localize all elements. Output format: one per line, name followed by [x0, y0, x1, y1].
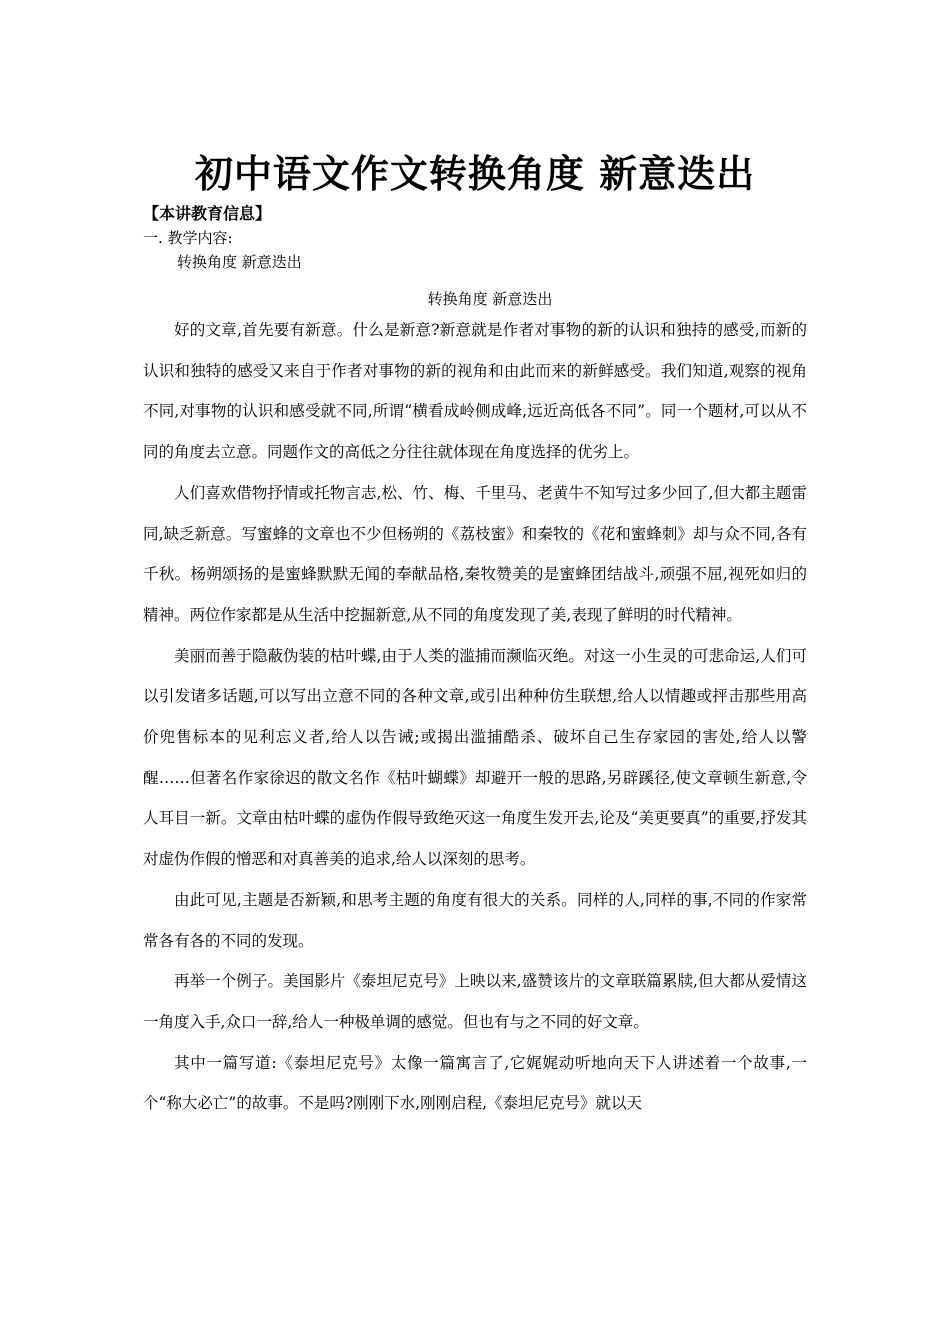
paragraph: 好的文章,首先要有新意。什么是新意?新意就是作者对事物的新的认识和独持的感受,而新的认识和独特的感受又来自于作者对事物的新的视角和由此而来的新鲜感受。我们知道,观察的视角不同,对事物的认识和感受就不同,所谓“横看成岭侧成峰,远近高低各不同”。同一个题材,可以从不同的角度去立意。同题作文的高低之分往往就体现在角度选择的优劣上。 — [143, 321, 807, 462]
paragraph: 再举一个例子。美国影片《泰坦尼克号》上映以来,盛赞该片的文章联篇累牍,但大都从爱情这一角度入手,众口一辞,给人一种极单调的感觉。但也有与之不同的好文章。 — [143, 972, 807, 1031]
paragraph: 其中一篇写道:《泰坦尼克号》太像一篇寓言了,它娓娓动听地向天下人讲述着一个故事,一个“称大必亡”的故事。不是吗?刚刚下水,刚刚启程,《泰坦尼克号》就以天 — [143, 1053, 807, 1113]
article-body — [143, 310, 807, 1124]
paragraph: 美丽而善于隐蔽伪装的枯叶蝶,由于人类的滥捕而濒临灭绝。对这一小生灵的可悲命运,人们可以引发诸多话题,可以写出立意不同的各种文章,或引出种种仿生联想,给人以情趣或抨击那些用高价兜售标本的见利忘义者,给人以告诫;或揭出滥捕酷杀、破坏自己生存家园的害处,给人以警醒……但著名作家徐迟的散文名作《枯叶蝴蝶》却避开一般的思路,另辟蹊径,使文章顿生新意,令人耳目一新。文章由枯叶蝶的虚伪作假导致绝灭这一角度生发开去,论及“美更要真”的重要,抒发其对虚伪作假的憎恶和对真善美的追求,给人以深刻的思考。 — [143, 646, 807, 869]
document-title: 初中语文作文转换角度 新意迭出 — [194, 151, 756, 196]
article-subtitle: 转换角度 新意迭出 — [427, 290, 553, 308]
outline-item-teaching-content: 一. 教学内容: — [143, 229, 233, 247]
paragraph: 由此可见,主题是否新颖,和思考主题的角度有很大的关系。同样的人,同样的事,不同的作家常常各有各的不同的发现。 — [143, 890, 807, 950]
outline-item-topic: 转换角度 新意迭出 — [177, 253, 302, 271]
paragraph: 人们喜欢借物抒情或托物言志,松、竹、梅、千里马、老黄牛不知写过多少回了,但大都主题雷同,缺乏新意。写蜜蜂的文章也不少但杨朔的《荔枝蜜》和秦牧的《花和蜜蜂刺》却与众不同,各有千秋。杨朔颂扬的是蜜蜂默默无闻的奉献品格,秦牧赞美的是蜜蜂团结战斗,顽强不屈,视死如归的精神。两位作家都是从生活中挖掘新意,从不同的角度发现了美,表现了鲜明的时代精神。 — [143, 483, 807, 624]
section-label: 【本讲教育信息】 — [143, 204, 272, 223]
